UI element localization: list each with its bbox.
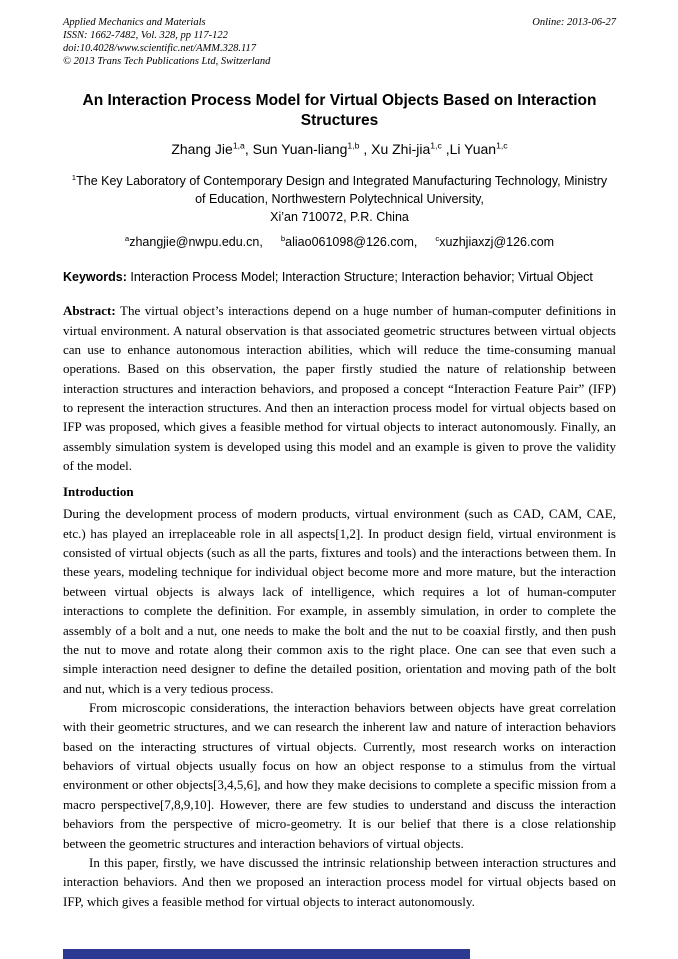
email-superscript: a (124, 234, 130, 243)
email-item (435, 235, 554, 249)
author-name: Li Yuan (449, 140, 497, 157)
author-name: Xu Zhi-jia (371, 140, 431, 157)
author-superscript: 1,c (496, 140, 508, 151)
author-superscript: 1,c (430, 140, 442, 151)
section-heading-introduction: Introduction (63, 484, 134, 500)
email-item (125, 235, 263, 249)
journal-header (63, 16, 616, 69)
email-address: aliao061098@126.com, (285, 235, 418, 250)
author-separator: , (359, 140, 372, 157)
keywords-label: Keywords: (63, 270, 127, 285)
affiliation-line: Xi’an 710072, P.R. China (270, 210, 409, 225)
authors-line (63, 141, 616, 157)
emails-line (63, 235, 616, 249)
abstract-label: Abstract: (63, 303, 116, 319)
email-superscript: c (435, 234, 440, 243)
online-date: Online: 2013-06-27 (532, 17, 616, 28)
affiliation-superscript: 1 (71, 172, 77, 182)
paragraph: In this paper, firstly, we have discussed the intrinsic relationship between interaction structures and interaction behaviors. And then we proposed an interaction process model for virtual objects based on IFP, which gives a feasible method for virtual objects to interact autonomously. (63, 854, 616, 909)
copyright-line: © 2013 Trans Tech Publications Ltd, Switzerland (63, 56, 271, 68)
footer-bar (63, 949, 470, 959)
journal-name: Applied Mechanics and Materials (63, 17, 206, 28)
email-item (281, 235, 418, 249)
author-name: Zhang Jie (171, 140, 233, 157)
affiliation (63, 172, 616, 226)
author-separator: , (441, 140, 450, 157)
journal-info (63, 16, 270, 69)
affiliation-line: of Education, Northwestern Polytechnical University, (195, 191, 484, 206)
doi-line: doi:10.4028/www.scientific.net/AMM.328.117 (63, 43, 256, 55)
paragraph: During the development process of modern products, virtual environment (such as CAD, CAM, CAE, etc.) has played an irreplaceable role in all aspects[1,2]. In product design field, virtual environment is consisted of virtual objects (such as all the parts, fixtures and tools) and the interactions between them. In these years, modeling technique for individual object become more and more mature, but the interaction between virtual objects is always lack of intelligence, which requires a lot of human-computer interactions to complete the definition. For example, in assembly simulation, in order to complete the assembly of a bolt and a nut, one needs to make the bolt and the nut to be coaxial firstly, and then push the nut to move and rotate along their common axis to the right place. One can see that even such a simple interaction need designer to define the detailed position, orientation and moving path of the bolt and nut, which is a very tedious process. (63, 506, 616, 696)
keywords-line (63, 270, 616, 284)
abstract-paragraph (63, 301, 616, 475)
email-address: xuzhjiaxzj@126.com (439, 235, 555, 250)
email-address: zhangjie@nwpu.edu.cn, (129, 235, 263, 250)
paragraph: From microscopic considerations, the interaction behaviors between objects have great correlation with their geometric structures, and we can research the inherent law and nature of interaction behaviors based on the interacting structures of virtual objects. Currently, most research works on interaction behaviors of virtual objects usually focus on how an object response to a stimulus from the virtual environment or other objects[3,4,5,6], and how they make decisions to complete a specific mission from a macro perspective[7,8,9,10]. However, there are few studies to understand and discuss the interaction behaviors from the perspective of micro-geometry. It is our belief that there is a close relationship between the geometric structures and interaction behaviors of virtual objects. (63, 699, 616, 851)
author-superscript: 1,b (347, 140, 360, 151)
abstract-text: The virtual object’s interactions depend on a huge number of human-computer definitions in virtual environment. A natural observation is that associated geometric structures between virtual objects can use to enhance autonomous interaction abilities, which will reduce the time-consuming manual operations. Based on this observation, the paper firstly studied the nature of relationship between interaction structures and interaction behaviors, and proposed a concept “Interaction Feature Pair” (IFP) to represent the interaction structures. And then an interaction process model for virtual objects based on IFP was proposed, which gives a feasible method for virtual objects to interact autonomously. Finally, an assembly simulation system is developed using this model and an example is given to prove the validity of the model. (63, 303, 616, 474)
affiliation-line (63, 172, 616, 190)
issn-line: ISSN: 1662-7482, Vol. 328, pp 117-122 (63, 30, 228, 42)
author-separator: , (244, 140, 253, 157)
affiliation-text: The Key Laboratory of Contemporary Design and Integrated Manufacturing Technology, Ministry (76, 173, 608, 188)
author-name: Sun Yuan-liang (252, 140, 348, 157)
email-superscript: b (280, 234, 286, 243)
paper-title: An Interaction Process Model for Virtual Objects Based on Interaction Structures (82, 91, 597, 129)
keywords-text: Interaction Process Model; Interaction Structure; Interaction behavior; Virtual Object (130, 270, 593, 285)
author-superscript: 1,a (232, 140, 245, 151)
